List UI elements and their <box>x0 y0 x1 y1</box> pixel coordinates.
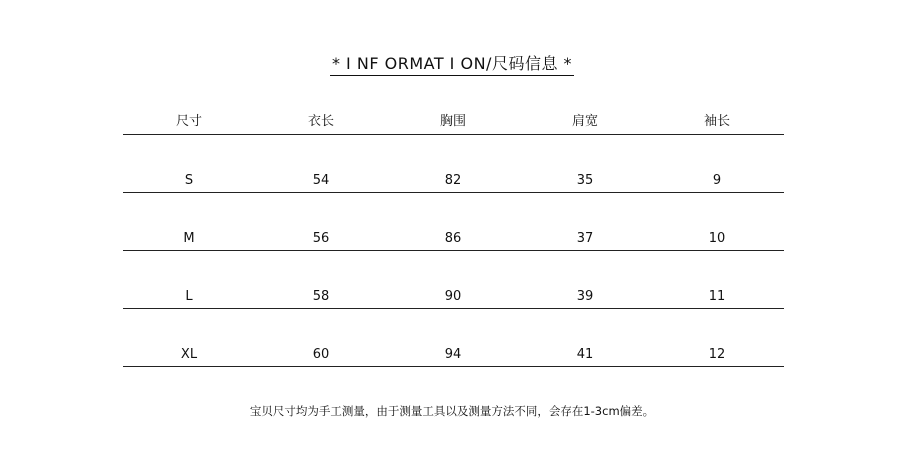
cell-chest: 90 <box>444 289 462 304</box>
cell-shoulder: 39 <box>576 289 594 304</box>
header-chest: 胸围 <box>439 114 466 129</box>
cell-sleeve: 12 <box>708 347 726 362</box>
cell-length: 54 <box>312 173 330 188</box>
cell-sleeve: 9 <box>712 173 722 188</box>
cell-size: XL <box>180 347 198 362</box>
title-text: * I NF ORMAT I ON/尺码信息 * <box>330 54 574 76</box>
table-row <box>123 135 784 193</box>
page-title <box>0 54 904 76</box>
cell-chest: 86 <box>444 231 462 246</box>
cell-size: L <box>185 289 193 304</box>
header-shoulder: 肩宽 <box>571 114 598 129</box>
cell-shoulder: 41 <box>576 347 594 362</box>
header-length: 衣长 <box>307 114 334 129</box>
cell-length: 56 <box>312 231 330 246</box>
table-row <box>123 193 784 251</box>
cell-shoulder: 35 <box>576 173 594 188</box>
cell-sleeve: 10 <box>708 231 726 246</box>
cell-chest: 82 <box>444 173 462 188</box>
cell-sleeve: 11 <box>708 289 726 304</box>
table-header-row <box>123 108 784 135</box>
table-row <box>123 251 784 309</box>
size-table <box>123 108 784 367</box>
cell-size: S <box>184 173 194 188</box>
cell-size: M <box>183 231 195 246</box>
cell-length: 60 <box>312 347 330 362</box>
cell-chest: 94 <box>444 347 462 362</box>
header-size: 尺寸 <box>175 114 202 129</box>
measurement-note: 宝贝尺寸均为手工测量，由于测量工具以及测量方法不同，会存在1-3cm偏差。 <box>249 404 655 418</box>
cell-length: 58 <box>312 289 330 304</box>
table-row <box>123 309 784 367</box>
header-sleeve: 袖长 <box>703 114 730 129</box>
cell-shoulder: 37 <box>576 231 594 246</box>
